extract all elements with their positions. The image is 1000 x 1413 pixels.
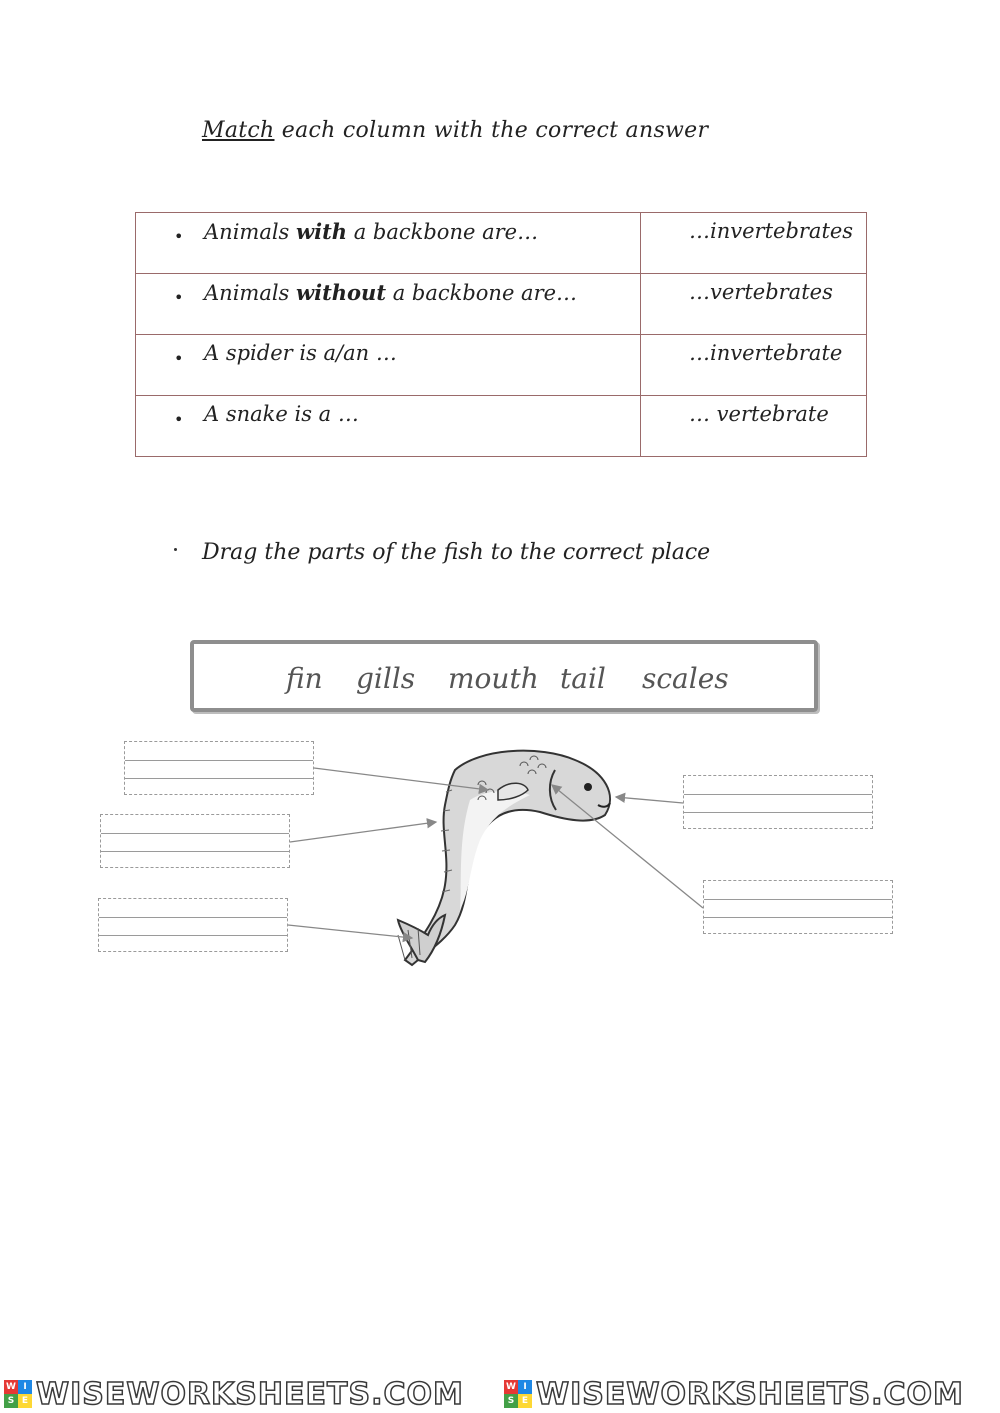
fish-icon (398, 751, 610, 965)
match-title-rest: each column with the correct answer (274, 118, 709, 143)
answer-text[interactable]: … vertebrate (689, 402, 829, 426)
pointer-line (616, 797, 683, 803)
word-gills[interactable]: gills (356, 662, 416, 695)
table-row (136, 396, 867, 457)
bullet-icon: • (174, 349, 184, 368)
logo-text: WISEWORKSHEETS.COM (536, 1376, 964, 1412)
match-title (202, 118, 708, 143)
footer (0, 1376, 1000, 1413)
question-text: A snake is a … (204, 402, 359, 426)
question-cell (136, 335, 641, 396)
match-title-underlined: Match (202, 118, 275, 143)
word-tail[interactable]: tail (560, 662, 606, 695)
question-cell (136, 396, 641, 457)
pointer-line (288, 925, 412, 938)
logo-mark-icon: W I S E (4, 1380, 32, 1408)
question-text: A spider is a/an … (204, 341, 397, 365)
question-text: Animals without a backbone are… (204, 280, 578, 305)
word-mouth[interactable]: mouth (448, 662, 539, 695)
pointer-line (290, 822, 436, 842)
pointer-line (552, 785, 703, 908)
drop-box-bottom-left[interactable] (98, 898, 288, 952)
table-row (136, 335, 867, 396)
answer-text[interactable]: …vertebrates (689, 280, 833, 304)
drop-box-top-left[interactable] (124, 741, 314, 795)
logo-text: WISEWORKSHEETS.COM (36, 1376, 464, 1412)
table-row (136, 274, 867, 335)
match-table (135, 212, 867, 457)
answer-text[interactable]: …invertebrate (689, 341, 843, 365)
section-dot (174, 548, 177, 551)
bullet-icon: • (174, 410, 184, 429)
answer-cell[interactable] (641, 274, 867, 335)
answer-cell[interactable] (641, 213, 867, 274)
table-row (136, 213, 867, 274)
question-cell (136, 213, 641, 274)
bullet-icon: • (174, 227, 184, 246)
drop-box-top-right[interactable] (683, 775, 873, 829)
drag-title: Drag the parts of the fish to the correct place (202, 540, 711, 565)
bullet-icon: • (174, 288, 184, 307)
drop-box-bottom-right[interactable] (703, 880, 893, 934)
logo-mark-icon: W I S E (504, 1380, 532, 1408)
answer-cell[interactable] (641, 335, 867, 396)
drop-box-middle-left[interactable] (100, 814, 290, 868)
pointer-line (314, 768, 488, 790)
answer-cell[interactable] (641, 396, 867, 457)
answer-text[interactable]: …invertebrates (689, 219, 854, 243)
word-bank (190, 640, 818, 712)
question-text: Animals with a backbone are… (204, 219, 539, 244)
site-logo[interactable] (504, 1376, 964, 1412)
word-scales[interactable]: scales (642, 662, 729, 695)
word-fin[interactable]: fin (286, 662, 323, 695)
site-logo[interactable] (4, 1376, 464, 1412)
question-cell (136, 274, 641, 335)
